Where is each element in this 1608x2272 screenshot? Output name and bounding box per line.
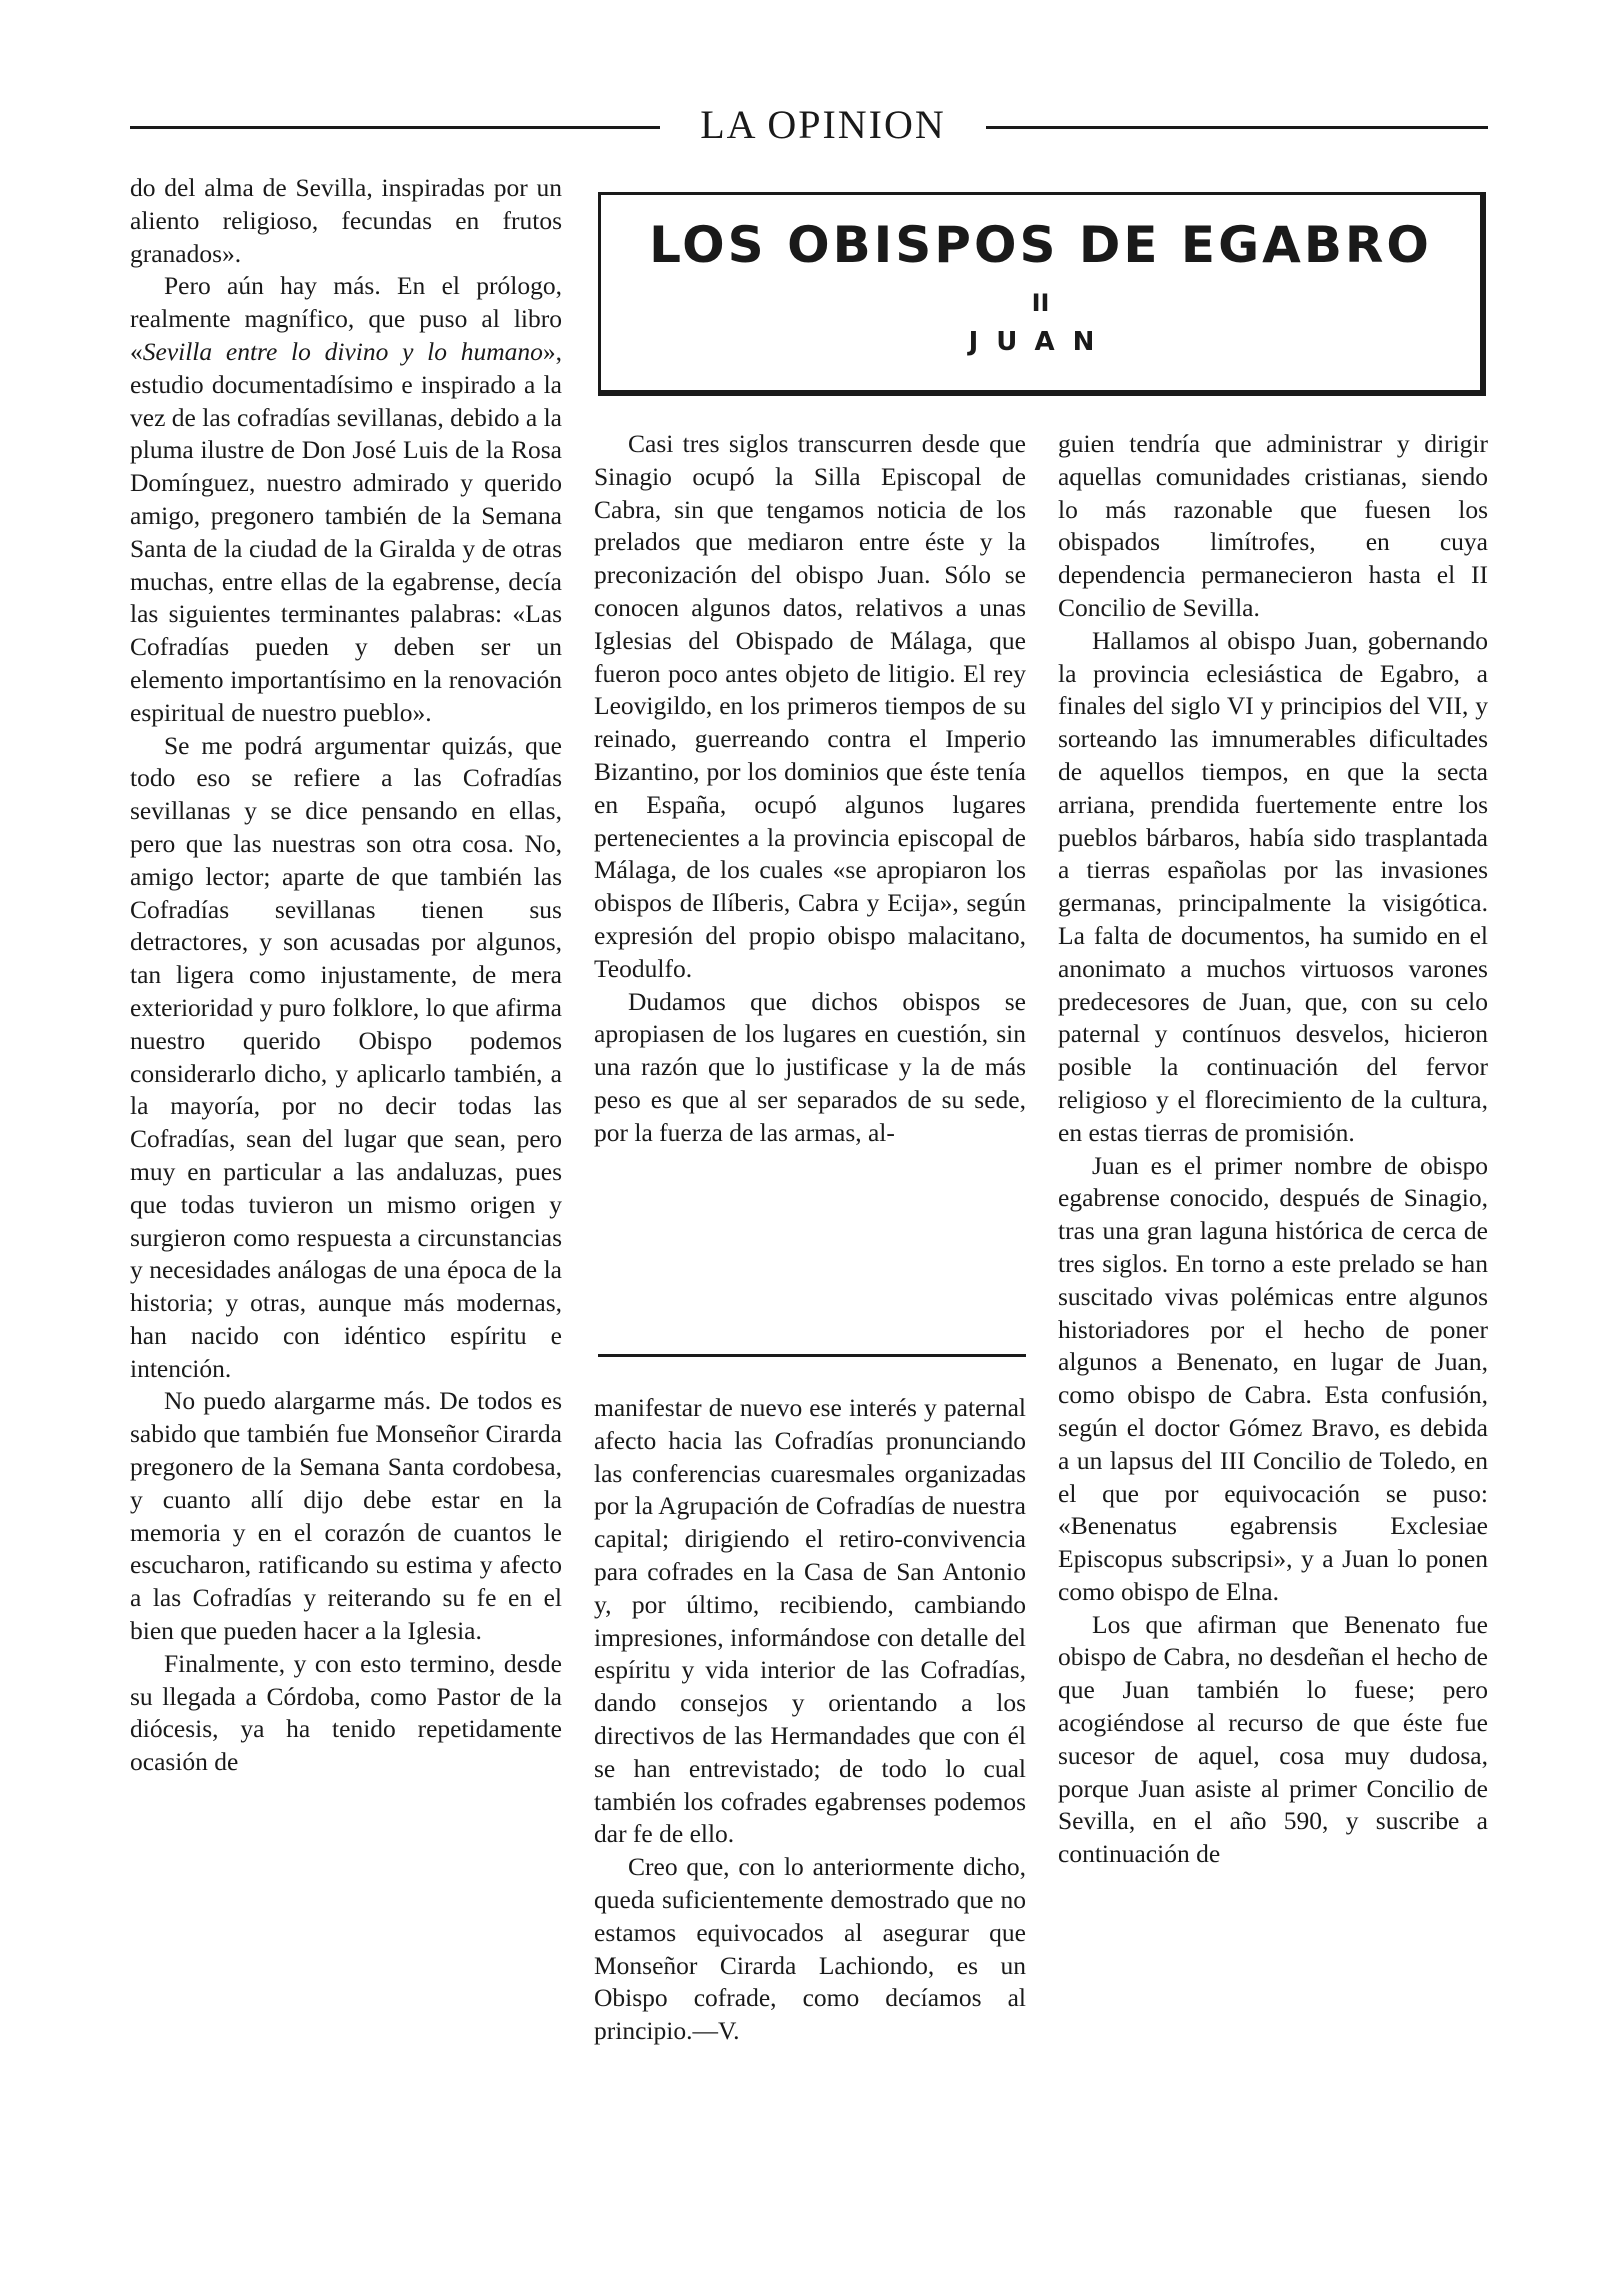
- paragraph: No puedo alargarme más. De todos es sabido que también fue Monseñor Cirarda pregonero de la Semana Santa cordobesa, y cuanto allí dijo debe estar en la memoria y en el corazón de cuantos le escucharon, ratificando su estima y afecto a las Cofradías y reiterando su fe en el bien que pueden hacer a la Iglesia.: [130, 1386, 562, 1646]
- article-part-number: II: [1031, 289, 1050, 317]
- publication-title: LA OPINION: [700, 102, 946, 147]
- paragraph: guien tendría que administrar y dirigir aquellas comunidades cristianas, siendo lo más razonable que fuesen los obispados limítrofes, en cuya dependencia permanecieron hasta el II Concilio de Sevilla.: [1058, 429, 1488, 622]
- paragraph: Creo que, con lo anteriormente dicho, queda suficientemente demostrado que no estamos equivocados al asegurar que Monseñor Cirarda Lachiondo, es un Obispo cofrade, como decíamos al principio.—V.: [594, 1852, 1026, 2046]
- middle-column-bottom: [594, 1392, 1026, 2048]
- paragraph: Los que afirman que Benenato fue obispo de Cabra, no desdeñan el hecho de que Juan también lo fuese; pero acogiéndose al recurso de que éste fue sucesor de aquel, cosa muy dudosa, porque Juan asiste al primer Concilio de Sevilla, en el año 590, y suscribe a continuación de: [1058, 1609, 1488, 1869]
- article-subtitle: JUAN: [968, 327, 1113, 357]
- masthead-rule-right: [986, 126, 1488, 129]
- right-column: [1058, 428, 1488, 1871]
- left-column: [130, 172, 562, 1779]
- paragraph: [130, 270, 562, 729]
- paragraph: Casi tres siglos transcurren desde que Sinagio ocupó la Silla Episcopal de Cabra, sin que tengamos noticia de los prelados que mediaron entre éste y la preconización del obispo Juan. Sólo se conocen algunos datos, relativos a unas Iglesias del Obispado de Málaga, que fueron poco antes objeto de litigio. El rey Leovigildo, en los primeros tiempos de su reinado, guerreando contra el Imperio Bizantino, por los dominios que éste tenía en España, ocupó algunos lugares pertenecientes a la provincia episcopal de Málaga, de los cuales «se apropiaron los obispos de Ilíberis, Cabra y Ecija», según expresión del propio obispo malacitano, Teodulfo.: [594, 429, 1026, 983]
- article-title-box: [598, 192, 1486, 396]
- paragraph: Juan es el primer nombre de obispo egabrense conocido, después de Sinagio, tras una gran laguna histórica de cerca de tres siglos. En torno a este prelado se han suscitado vivas polémicas entre algunos historiadores por el hecho de poner algunos a Benenato, en lugar de Juan, como obispo de Cabra. Esta confusión, según el doctor Gómez Bravo, es debida a un lapsus del III Concilio de Toledo, en el que por equivocación se puso: «Benenatus egabrensis Exclesiae Episcopus subscripsi», y a Juan lo ponen como obispo de Elna.: [1058, 1150, 1488, 1606]
- paragraph: Dudamos que dichos obispos se apropiasen de los lugares en cuestión, sin una razón que lo justificase y la de más peso es que al ser separados de su sede, por la fuerza de las armas, al-: [594, 986, 1026, 1147]
- paragraph: Hallamos al obispo Juan, gobernando la provincia eclesiástica de Egabro, a finales del siglo VI y principios del VII, y sorteando las imnumerables dificultades de aquellos tiempos, en que la secta arriana, prendida fuertemente entre los pueblos bárbaros, había sido trasplantada a tierras españolas por las invasiones germanas, principalmente la visigótica. La falta de documentos, ha sumido en el anonimato a muchos virtuosos varones predecesores de Juan, que, con su celo paternal y contínuos desvelos, hicieron posible la continuación del fervor religioso y el florecimiento de la cultura, en estas tierras de promisión.: [1058, 625, 1488, 1147]
- masthead: [130, 100, 1488, 156]
- article-headline: LOS OBISPOS DE EGABRO: [649, 216, 1432, 274]
- paragraph-text: Pero aún hay más. En el prólogo, realmente magnífico, que puso al libro «: [130, 271, 562, 366]
- paragraph: Se me podrá argumentar quizás, que todo eso se refiere a las Cofradías sevillanas y se dice pensando en ellas, pero que las nuestras son otra cosa. No, amigo lector; aparte de que también las Cofradías sevillanas tienen sus detractores, y son acusadas por algunos, tan ligera como injustamente, de mera exterioridad y puro folklore, lo que afirma nuestro querido Obispo podemos considerarlo dicho, y aplicarlo también, a la mayoría, por no decir todas las Cofradías, sean del lugar que sean, pero muy en particular a las andaluzas, pues que todas tuvieron un mismo origen y surgieron como respuesta a circunstancias y necesidades análogas de una época de la historia; y otras, aunque más modernas, han nacido con idéntico espíritu e intención.: [130, 730, 562, 1383]
- book-title: Sevilla entre lo divino y lo humano: [142, 336, 543, 366]
- paragraph-text: », estudio documentadísimo e inspirado a la vez de las cofradías sevillanas, debido a la pluma ilustre de Don José Luis de la Rosa Domínguez, nuestro admirado y querido amigo, pregonero también de la Semana Santa de la ciudad de la Giralda y de otras muchas, entre ellas de la egabrense, decía las siguientes terminantes palabras: «Las Cofradías pueden y deben ser un elemento importantísimo en la renovación espiritual de nuestro pueblo».: [130, 336, 562, 727]
- paragraph: manifestar de nuevo ese interés y paternal afecto hacia las Cofradías pronunciando las conferencias cuaresmales organizadas por la Agrupación de Cofradías de nuestra capital; dirigiendo el retiro-convivencia para cofrades en la Casa de San Antonio y, por último, recibiendo, cambiando impresiones, informándose con detalle del espíritu y vida interior de las Cofradías, dando consejos y orientando a los directivos de las Hermandades que con él se han entrevistado; de todo lo cual también los cofrades egabrenses podemos dar fe de ello.: [594, 1393, 1026, 1849]
- middle-column-top: [594, 428, 1026, 1150]
- masthead-rule-left: [130, 126, 660, 129]
- paragraph: Finalmente, y con esto termino, desde su llegada a Córdoba, como Pastor de la diócesis, ya ha tenido repetidamente ocasión de: [130, 1648, 562, 1777]
- column-divider-rule: [598, 1354, 1026, 1357]
- paragraph: do del alma de Sevilla, inspiradas por un aliento religioso, fecundas en frutos granados».: [130, 173, 562, 268]
